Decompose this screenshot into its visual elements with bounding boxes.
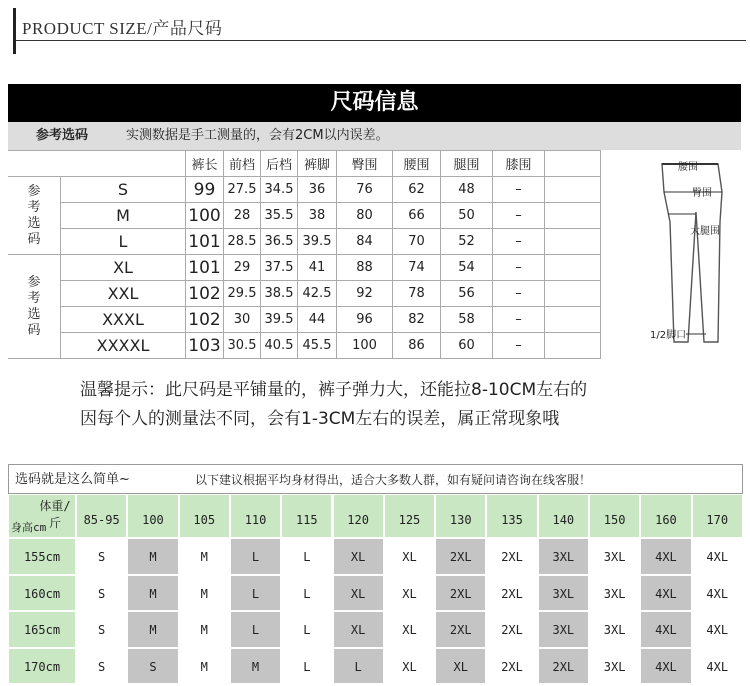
size-value-cell: 29.5: [224, 281, 261, 307]
size-value-cell: 70: [393, 229, 441, 255]
weight-header-cell: 105: [179, 494, 230, 538]
size-value-cell: 48: [441, 177, 493, 203]
size-recommend-cell: M: [230, 648, 281, 685]
size-recommend-cell: 3XL: [538, 611, 589, 648]
grid-corner-cell: [8, 494, 76, 538]
size-value-cell: 78: [393, 281, 441, 307]
size-value-cell: 99: [186, 177, 224, 203]
size-col-header: 后档: [261, 151, 298, 177]
size-recommend-cell: S: [76, 648, 127, 685]
weight-header-cell: 85-95: [76, 494, 127, 538]
size-recommend-cell: L: [230, 611, 281, 648]
pants-diagram-icon: [648, 152, 748, 362]
size-value-cell: 39.5: [298, 229, 337, 255]
weight-header-cell: 140: [538, 494, 589, 538]
size-recommend-cell: 3XL: [589, 611, 640, 648]
measurement-note: 实测数据是手工测量的，会有2CM以内误差。: [126, 128, 389, 143]
weight-header-cell: 125: [384, 494, 435, 538]
header-accent-bar: [13, 8, 16, 54]
size-name-cell: XXL: [61, 281, 186, 307]
weight-header-cell: 160: [640, 494, 691, 538]
size-recommend-cell: XL: [384, 611, 435, 648]
size-recommend-cell: XL: [333, 538, 384, 575]
size-recommend-cell: L: [281, 538, 332, 575]
header-divider: [16, 40, 746, 41]
recommend-title: 选码就是这么简单~: [15, 472, 130, 487]
weight-header-cell: 130: [435, 494, 486, 538]
size-recommend-cell: 2XL: [486, 648, 537, 685]
size-recommend-cell: L: [281, 575, 332, 612]
size-recommend-cell: 4XL: [640, 538, 691, 575]
size-recommend-cell: M: [179, 648, 230, 685]
size-col-header: 前档: [224, 151, 261, 177]
warm-tip-line-2: 因每个人的测量法不同，会有1-3CM左右的误差，属正常现象哦: [80, 409, 560, 429]
size-value-cell: –: [493, 333, 545, 359]
size-recommend-cell: M: [179, 575, 230, 612]
size-chart-banner: 尺码信息: [8, 84, 741, 122]
size-col-header: 腰围: [393, 151, 441, 177]
recommend-header: [8, 464, 743, 494]
size-value-cell: 54: [441, 255, 493, 281]
size-value-cell: 58: [441, 307, 493, 333]
size-value-cell: 45.5: [298, 333, 337, 359]
size-value-cell: 66: [393, 203, 441, 229]
recommend-subtitle: 以下建议根据平均身材得出，适合大多数人群，如有疑问请咨询在线客服！: [195, 473, 592, 487]
size-value-cell: 86: [393, 333, 441, 359]
size-recommend-cell: M: [127, 538, 178, 575]
size-recommend-cell: 2XL: [486, 611, 537, 648]
size-value-cell: 28.5: [224, 229, 261, 255]
size-value-cell: 40.5: [261, 333, 298, 359]
size-value-cell: 92: [337, 281, 393, 307]
weight-header-cell: 170: [692, 494, 743, 538]
size-recommend-cell: M: [127, 575, 178, 612]
size-recommend-cell: 4XL: [692, 611, 743, 648]
size-header-empty: [545, 151, 601, 177]
size-value-cell: –: [493, 203, 545, 229]
size-recommend-cell: 2XL: [538, 648, 589, 685]
size-value-cell: 39.5: [261, 307, 298, 333]
size-value-cell: 35.5: [261, 203, 298, 229]
size-value-cell: –: [493, 255, 545, 281]
size-col-header: 臀围: [337, 151, 393, 177]
size-recommend-cell: XL: [333, 611, 384, 648]
size-recommend-cell: 3XL: [538, 575, 589, 612]
size-value-cell: 100: [186, 203, 224, 229]
size-recommend-cell: XL: [435, 648, 486, 685]
weight-header-cell: 135: [486, 494, 537, 538]
height-header-cell: 170cm: [8, 648, 76, 685]
size-empty-cell: [545, 203, 601, 229]
size-recommend-cell: 2XL: [435, 611, 486, 648]
size-value-cell: 62: [393, 177, 441, 203]
size-recommend-cell: M: [179, 538, 230, 575]
size-value-cell: 60: [441, 333, 493, 359]
size-value-cell: 42.5: [298, 281, 337, 307]
size-recommend-cell: 3XL: [589, 648, 640, 685]
size-empty-cell: [545, 333, 601, 359]
page-title: PRODUCT SIZE/产品尺码: [22, 19, 223, 38]
size-value-cell: 56: [441, 281, 493, 307]
size-recommend-cell: 4XL: [640, 575, 691, 612]
size-recommend-cell: 4XL: [692, 575, 743, 612]
size-chart-note-row: [8, 122, 741, 150]
size-recommend-cell: 3XL: [589, 575, 640, 612]
size-name-cell: XL: [61, 255, 186, 281]
size-table: [8, 150, 601, 359]
size-name-cell: M: [61, 203, 186, 229]
size-recommend-cell: L: [281, 611, 332, 648]
weight-header-cell: 110: [230, 494, 281, 538]
height-header-cell: 160cm: [8, 575, 76, 612]
size-recommend-cell: L: [333, 648, 384, 685]
diagram-label-hem: 1/2脚口: [650, 330, 687, 341]
size-recommend-cell: L: [281, 648, 332, 685]
size-value-cell: 29: [224, 255, 261, 281]
size-value-cell: 30.5: [224, 333, 261, 359]
size-empty-cell: [545, 307, 601, 333]
size-value-cell: –: [493, 229, 545, 255]
size-empty-cell: [545, 255, 601, 281]
size-value-cell: 102: [186, 307, 224, 333]
size-empty-cell: [545, 229, 601, 255]
weight-header-cell: 115: [281, 494, 332, 538]
height-axis-label: 身高cm: [11, 521, 47, 534]
size-side-label: 参 考 选 码: [8, 255, 61, 359]
size-value-cell: 36: [298, 177, 337, 203]
size-col-header: 膝围: [493, 151, 545, 177]
size-side-label: 参 考 选 码: [8, 177, 61, 255]
diagram-label-thigh: 大腿围: [690, 226, 720, 237]
size-recommend-cell: S: [76, 611, 127, 648]
size-recommend-cell: XL: [333, 575, 384, 612]
size-value-cell: 102: [186, 281, 224, 307]
size-value-cell: –: [493, 177, 545, 203]
warm-tip-line-1: 温馨提示：此尺码是平铺量的，裤子弹力大，还能拉8-10CM左右的: [80, 380, 588, 400]
size-recommend-cell: 4XL: [640, 611, 691, 648]
weight-header-cell: 120: [333, 494, 384, 538]
size-col-header: 裤长: [186, 151, 224, 177]
size-value-cell: 101: [186, 229, 224, 255]
size-value-cell: 30: [224, 307, 261, 333]
size-value-cell: 84: [337, 229, 393, 255]
weight-header-cell: 150: [589, 494, 640, 538]
size-value-cell: 27.5: [224, 177, 261, 203]
size-recommend-cell: 2XL: [486, 538, 537, 575]
height-header-cell: 155cm: [8, 538, 76, 575]
size-recommend-cell: S: [76, 538, 127, 575]
size-value-cell: 74: [393, 255, 441, 281]
size-recommend-cell: 2XL: [435, 538, 486, 575]
size-recommend-cell: XL: [384, 648, 435, 685]
size-name-cell: XXXXL: [61, 333, 186, 359]
size-value-cell: 88: [337, 255, 393, 281]
size-recommend-cell: L: [230, 575, 281, 612]
size-value-cell: 34.5: [261, 177, 298, 203]
size-value-cell: 36.5: [261, 229, 298, 255]
size-value-cell: 82: [393, 307, 441, 333]
size-recommend-cell: 3XL: [538, 538, 589, 575]
size-recommend-cell: S: [127, 648, 178, 685]
size-recommend-cell: 4XL: [692, 538, 743, 575]
diagram-label-waist: 腰围: [678, 162, 698, 173]
size-name-cell: L: [61, 229, 186, 255]
size-recommend-cell: 2XL: [486, 575, 537, 612]
size-recommend-cell: M: [179, 611, 230, 648]
size-recommend-cell: XL: [384, 575, 435, 612]
size-value-cell: 50: [441, 203, 493, 229]
size-col-header: 腿围: [441, 151, 493, 177]
weight-axis-label: 体重/斤: [39, 499, 71, 530]
size-value-cell: 37.5: [261, 255, 298, 281]
size-empty-cell: [545, 281, 601, 307]
size-value-cell: 41: [298, 255, 337, 281]
size-recommend-cell: M: [127, 611, 178, 648]
size-value-cell: –: [493, 307, 545, 333]
size-value-cell: 80: [337, 203, 393, 229]
size-name-cell: S: [61, 177, 186, 203]
weight-header-cell: 100: [127, 494, 178, 538]
ref-label: 参考选码: [36, 128, 89, 143]
size-recommend-cell: 3XL: [589, 538, 640, 575]
size-value-cell: 44: [298, 307, 337, 333]
size-value-cell: 28: [224, 203, 261, 229]
size-name-cell: XXXL: [61, 307, 186, 333]
size-recommend-cell: 2XL: [435, 575, 486, 612]
size-recommend-cell: 4XL: [692, 648, 743, 685]
size-value-cell: 38: [298, 203, 337, 229]
size-recommend-cell: L: [230, 538, 281, 575]
diagram-label-hip: 臀围: [692, 188, 712, 199]
size-value-cell: 76: [337, 177, 393, 203]
size-recommend-cell: S: [76, 575, 127, 612]
size-value-cell: –: [493, 281, 545, 307]
size-header-blank: [8, 151, 186, 177]
size-value-cell: 96: [337, 307, 393, 333]
size-recommend-cell: 4XL: [640, 648, 691, 685]
size-value-cell: 52: [441, 229, 493, 255]
size-value-cell: 101: [186, 255, 224, 281]
size-empty-cell: [545, 177, 601, 203]
size-recommend-cell: XL: [384, 538, 435, 575]
size-col-header: 裤脚: [298, 151, 337, 177]
size-value-cell: 100: [337, 333, 393, 359]
size-value-cell: 38.5: [261, 281, 298, 307]
height-header-cell: 165cm: [8, 611, 76, 648]
warm-tip: [80, 376, 587, 434]
size-value-cell: 103: [186, 333, 224, 359]
